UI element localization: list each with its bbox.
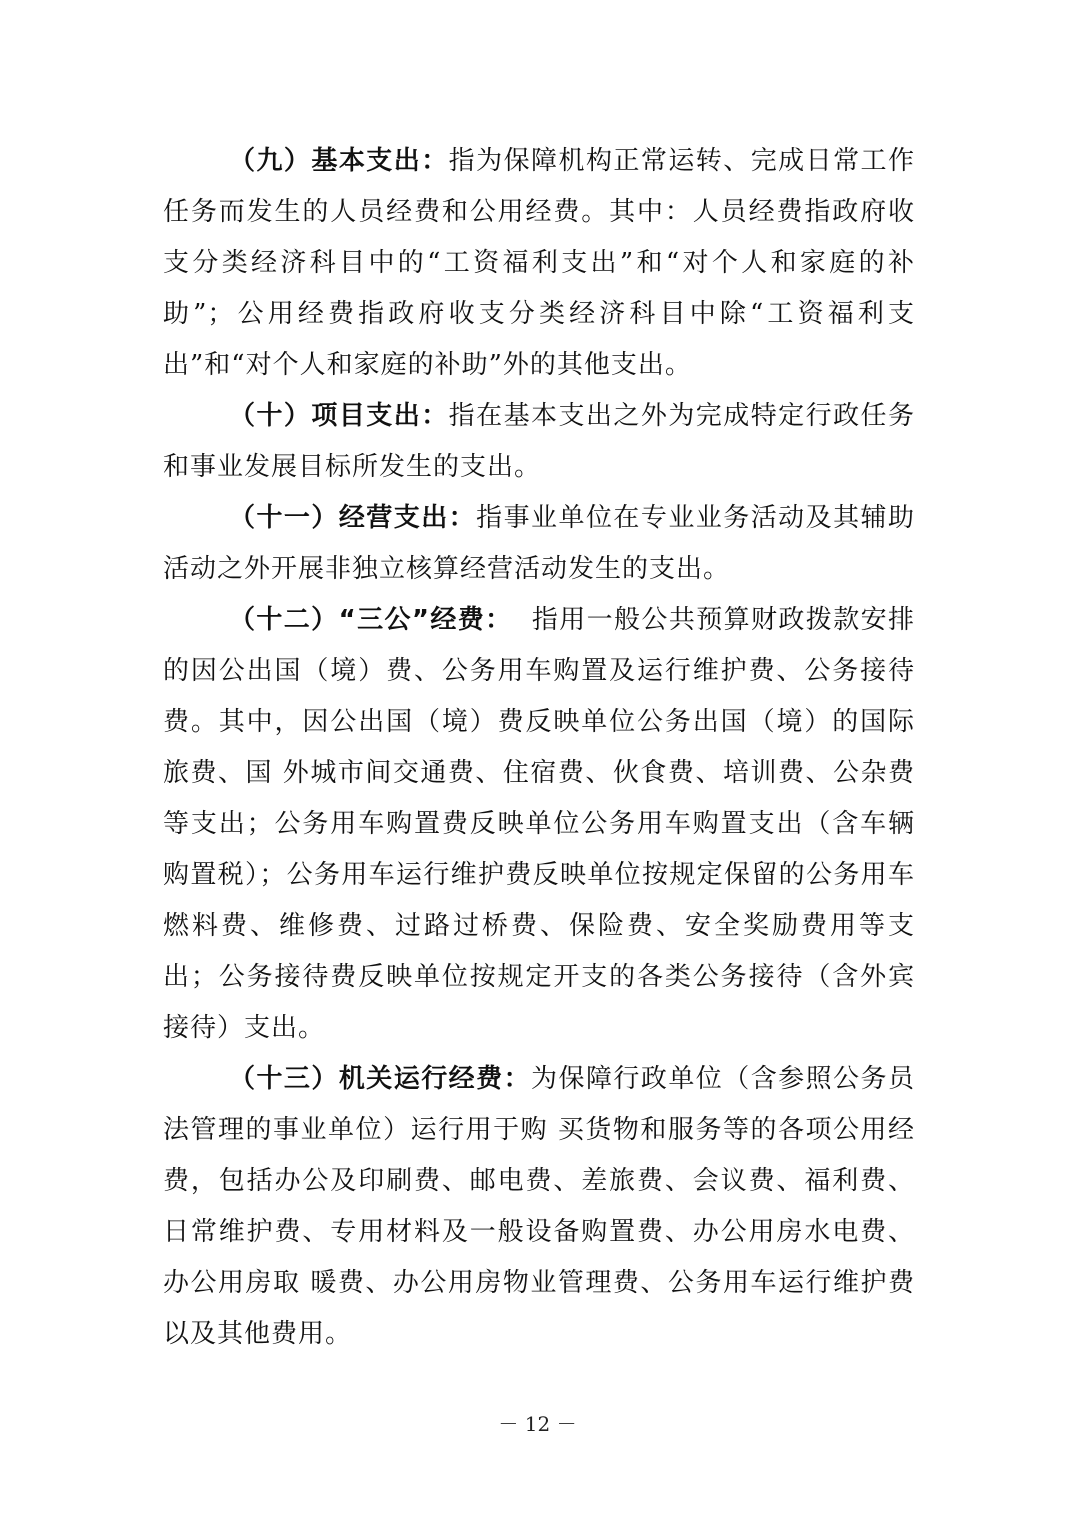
paragraph-operating-expenditure <box>163 493 915 595</box>
paragraph-basic-expenditure <box>163 136 915 391</box>
definition-basic-expenditure: 指为保障机构正常运转、完成日常工作任务而发生的人员经费和公用经费。其中：人员经费指政府收支分类经济科目中的“工资福利支出”和“对个人和家庭的补助”；公用经费指政府收支分类经济科目中除“工资福利支出”和“对个人和家庭的补助”外的其他支出。 <box>163 146 915 380</box>
definition-project-expenditure: 指在基本支出之外为完成特定行政任务和事业发展目标所发生的支出。 <box>163 401 915 482</box>
term-project-expenditure: （十）项目支出： <box>229 401 449 431</box>
definition-agency-operating-funds: 为保障行政单位（含参照公务员法管理的事业单位）运行用于购 买货物和服务等的各项公用经费，包括办公及印刷费、邮电费、差旅费、会议费、福利费、日常维护费、专用材料及一般设备购置费、办公用房水电费、办公用房取 暖费、办公用房物业管理费、公务用车运行维护费以及其他费用。 <box>163 1064 915 1349</box>
definition-three-public-expenses: 指用一般公共预算财政拨款安排的因公出国（境）费、公务用车购置及运行维护费、公务接待费。其中，因公出国（境）费反映单位公务出国（境）的国际旅费、国 外城市间交通费、住宿费、伙食费、培训费、公杂费等支出；公务用车购置费反映单位公务用车购置支出（含车辆购置税）；公务用车运行维护费反映单位按规定保留的公务用车燃料费、维修费、过路过桥费、保险费、安全奖励费用等支出；公务接待费反映单位按规定开支的各类公务接待（含外宾接待）支出。 <box>163 605 915 1043</box>
term-basic-expenditure: （九）基本支出： <box>229 146 449 176</box>
paragraph-project-expenditure <box>163 391 915 493</box>
term-agency-operating-funds: （十三）机关运行经费： <box>229 1064 532 1094</box>
term-three-public-expenses: （十二）“三公”经费： <box>229 605 513 635</box>
page-number: － 12 － <box>498 1412 577 1436</box>
paragraph-agency-operating-funds <box>163 1054 915 1360</box>
document-body <box>163 136 915 1360</box>
definition-operating-expenditure: 指事业单位在专业业务活动及其辅助活动之外开展非独立核算经营活动发生的支出。 <box>163 503 915 584</box>
paragraph-three-public-expenses <box>163 595 915 1054</box>
term-operating-expenditure: （十一）经营支出： <box>229 503 477 533</box>
